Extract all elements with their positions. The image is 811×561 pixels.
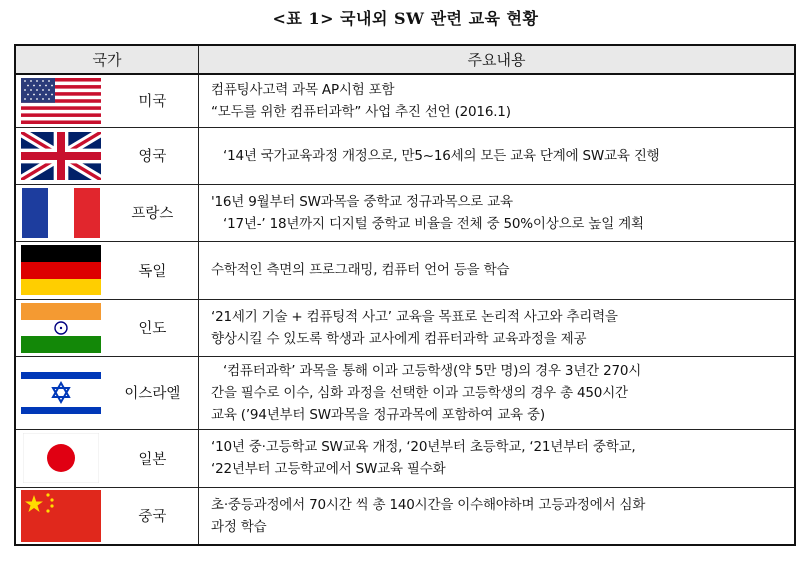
- japan-flag-icon: [23, 433, 99, 483]
- uk-flag-icon: [21, 132, 101, 180]
- content-cell: 수학적인 측면의 프로그래밍, 컴퓨터 언어 등을 학습: [199, 241, 796, 299]
- table-row: [15, 241, 795, 299]
- china-flag-icon: [21, 490, 101, 542]
- country-name: 인도: [107, 299, 199, 356]
- table-row: [15, 487, 795, 545]
- table-row: [15, 299, 795, 356]
- table-title: <표 1> 국내외 SW 관련 교육 현황: [272, 9, 539, 28]
- education-table: [14, 44, 796, 546]
- header-row: [15, 45, 795, 74]
- usa-flag-icon: [21, 78, 101, 124]
- france-flag-icon: [22, 188, 100, 238]
- germany-flag-icon: [21, 245, 101, 295]
- header-country: 국가: [15, 45, 199, 74]
- content-cell: '16년 9월부터 SW과목을 중학교 정규과목으로 교육 ‘17년-’ 18년까지 디지털 중학교 비율을 전체 중 50%이상으로 높일 계획: [199, 184, 796, 241]
- table-row: [15, 356, 795, 429]
- content-cell: ‘컴퓨터과학’ 과목을 통해 이과 고등학생(약 5만 명)의 경우 3년간 270시 간을 필수로 이수, 심화 과정을 선택한 이과 고등학생의 경우 총 450시간 교육 (’94년부터 SW과목을 정규과목에 포함하여 교육 중): [199, 356, 796, 429]
- content-cell: 초·중등과정에서 70시간 씩 총 140시간을 이수해야하며 고등과정에서 심화 과정 학습: [199, 487, 796, 545]
- content-cell: ‘21세기 기술 + 컴퓨팅적 사고’ 교육을 목표로 논리적 사고와 추리력을 향상시킬 수 있도록 학생과 교사에게 컴퓨터과학 교육과정을 제공: [199, 299, 796, 356]
- country-name: 프랑스: [107, 184, 199, 241]
- country-name: 이스라엘: [107, 356, 199, 429]
- country-name: 미국: [107, 74, 199, 127]
- header-content: 주요내용: [199, 45, 796, 74]
- table-row: [15, 184, 795, 241]
- table-row: [15, 429, 795, 487]
- content-cell: ‘14년 국가교육과정 개정으로, 만5~16세의 모든 교육 단계에 SW교육 진행: [199, 127, 796, 184]
- country-name: 중국: [107, 487, 199, 545]
- country-name: 독일: [107, 241, 199, 299]
- content-cell: 컴퓨팅사고력 과목 AP시험 포함 “모두를 위한 컴퓨터과학” 사업 추진 선언 (2016.1): [199, 74, 796, 127]
- israel-flag-icon: [21, 366, 101, 420]
- india-flag-icon: [21, 303, 101, 353]
- country-name: 영국: [107, 127, 199, 184]
- content-cell: ‘10년 중·고등학교 SW교육 개정, ‘20년부터 초등학교, ‘21년부터 중학교, ‘22년부터 고등학교에서 SW교육 필수화: [199, 429, 796, 487]
- country-name: 일본: [107, 429, 199, 487]
- table-row: [15, 127, 795, 184]
- table-row: [15, 74, 795, 127]
